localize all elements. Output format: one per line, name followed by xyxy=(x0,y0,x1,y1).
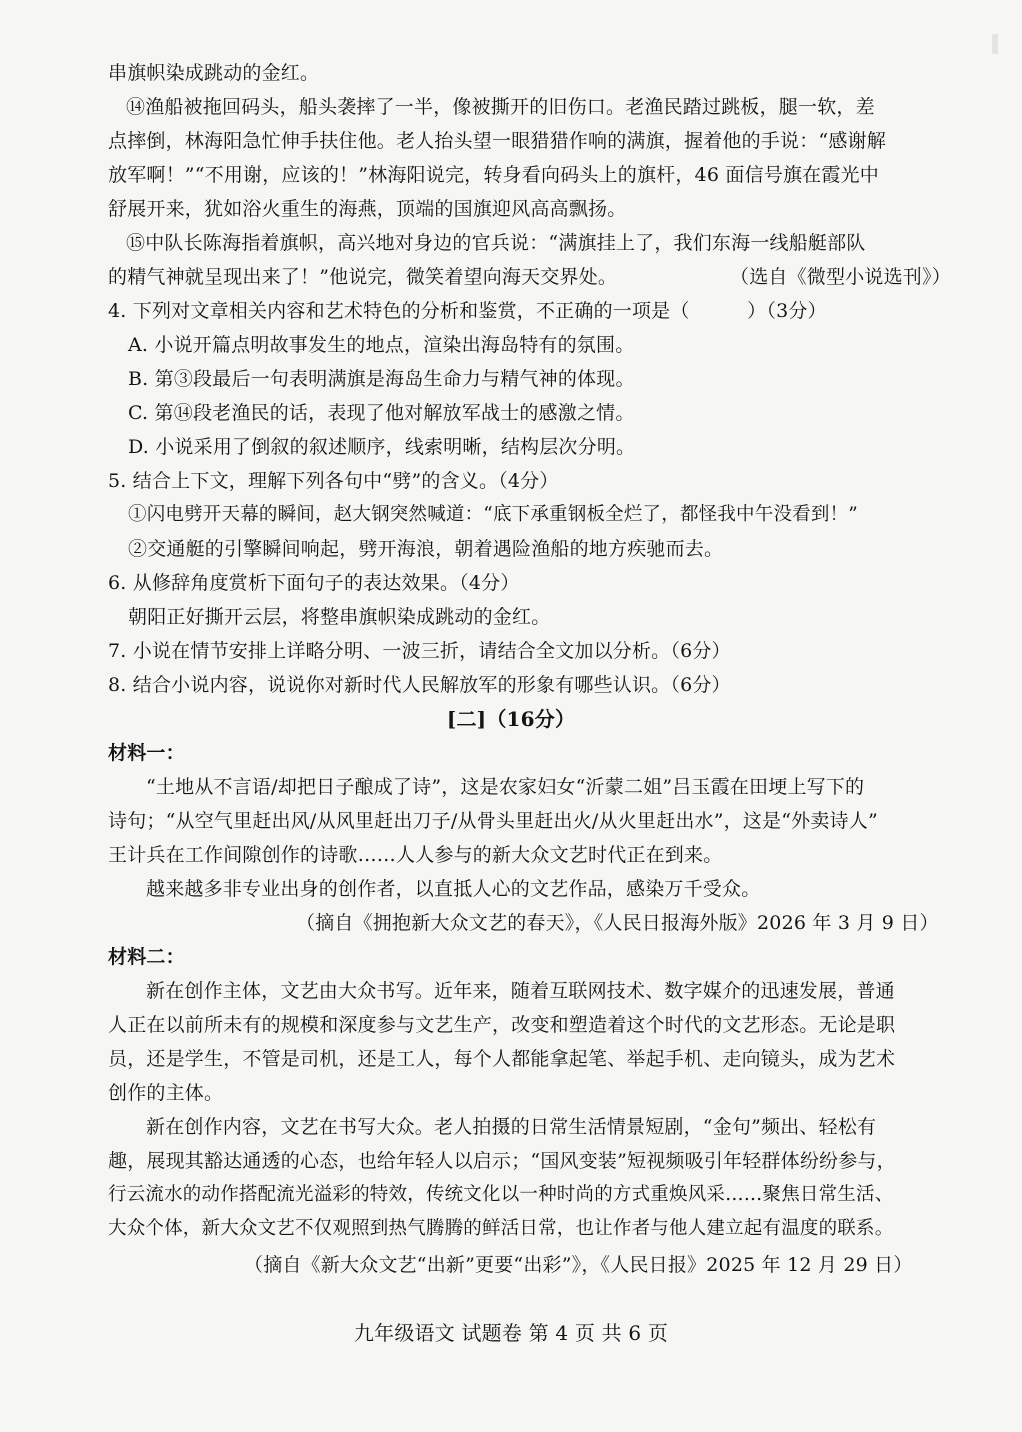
q4-option-a: A. 小说开篇点明故事发生的地点，渲染出海岛特有的氛围。 xyxy=(128,334,635,356)
question-5: 5. 结合上下文，理解下列各句中“劈”的含义。（4分） xyxy=(108,470,559,492)
q4-option-d: D. 小说采用了倒叙的叙述顺序，线索明晰，结构层次分明。 xyxy=(128,436,636,458)
material-2-p1-line3: 员，还是学生，不管是司机，还是工人，每个人都能拿起笔、举起手机、走向镜头，成为艺术 xyxy=(108,1048,896,1070)
question-4: 4. 下列对文章相关内容和艺术特色的分析和鉴赏，不正确的一项是（ ）（3分） xyxy=(108,300,827,322)
question-7: 7. 小说在情节安排上详略分明、一波三折，请结合全文加以分析。（6分） xyxy=(108,640,731,662)
story-p14-line4: 舒展开来，犹如浴火重生的海燕，顶端的国旗迎风高高飘扬。 xyxy=(108,198,627,220)
material-2-p2-line1: 新在创作内容，文艺在书写大众。老人拍摄的日常生活情景短剧，“金句”频出、轻松有 xyxy=(146,1116,877,1138)
material-2-label: 材料二： xyxy=(108,946,185,968)
material-1-line1: “土地从不言语/却把日子酿成了诗”，这是农家妇女“沂蒙二姐”吕玉霞在田埂上写下的 xyxy=(146,776,865,798)
q6-sentence: 朝阳正好撕开云层，将整串旗帜染成跳动的金红。 xyxy=(128,606,551,628)
material-2-p1-line2: 人正在以前所未有的规模和深度参与文艺生产，改变和塑造着这个时代的文艺形态。无论是职 xyxy=(108,1014,896,1036)
story-paragraph-end: 串旗帜染成跳动的金红。 xyxy=(108,62,320,84)
question-8: 8. 结合小说内容，说说你对新时代人民解放军的形象有哪些认识。（6分） xyxy=(108,674,731,696)
story-p15-line1: ⑮中队长陈海指着旗帜，高兴地对身边的官兵说：“满旗挂上了，我们东海一线船艇部队 xyxy=(126,232,866,254)
material-2-p2-line2: 趣，展现其豁达通透的心态，也给年轻人以启示；“国风变装”短视频吸引年轻群体纷纷参与， xyxy=(108,1150,896,1172)
page-footer: 九年级语文 试题卷 第 4 页 共 6 页 xyxy=(353,1321,669,1345)
q5-item-2: ②交通艇的引擎瞬间响起，劈开海浪，朝着遇险渔船的地方疾驰而去。 xyxy=(128,538,724,560)
material-2-p2-line4: 大众个体，新大众文艺不仅观照到热气腾腾的鲜活日常，也让作者与他人建立起有温度的联系。 xyxy=(108,1218,894,1239)
material-1-label: 材料一： xyxy=(108,742,185,764)
story-p14-line1: ⑭渔船被拖回码头，船头袭摔了一半，像被撕开的旧伤口。老渔民踏过跳板，腿一软，差 xyxy=(126,96,875,118)
q4-option-b: B. 第③段最后一句表明满旗是海岛生命力与精气神的体现。 xyxy=(128,368,635,390)
story-source: （选自《微型小说选刊》） xyxy=(730,266,951,288)
material-2-p1-line1: 新在创作主体，文艺由大众书写。近年来，随着互联网技术、数字媒介的迅速发展，普通 xyxy=(146,980,895,1002)
material-2-p1-line4: 创作的主体。 xyxy=(108,1082,224,1104)
scan-mark xyxy=(992,34,998,54)
material-1-source: （摘自《拥抱新大众文艺的春天》，《人民日报海外版》2026 年 3 月 9 日） xyxy=(296,912,939,934)
story-p14-line3: 放军啊！”“不用谢，应该的！”林海阳说完，转身看向码头上的旗杆，46 面信号旗在霞光中 xyxy=(108,164,879,186)
material-1-line3: 王计兵在工作间隙创作的诗歌……人人参与的新大众文艺时代正在到来。 xyxy=(108,844,723,866)
material-2-source: （摘自《新大众文艺“出新”更要“出彩”》，《人民日报》2025 年 12 月 29 日） xyxy=(244,1254,913,1276)
material-2-p2-line3: 行云流水的动作搭配流光溢彩的特效，传统文化以一种时尚的方式重焕风采……聚焦日常生活、 xyxy=(108,1184,894,1205)
question-6: 6. 从修辞角度赏析下面句子的表达效果。（4分） xyxy=(108,572,520,594)
q4-option-c: C. 第⑭段老渔民的话，表现了他对解放军战士的感激之情。 xyxy=(128,402,635,424)
section-2-heading: [二]（16分） xyxy=(446,707,576,731)
material-1-line4: 越来越多非专业出身的创作者，以直抵人心的文艺作品，感染万千受众。 xyxy=(146,878,761,900)
material-1-line2: 诗句；“从空气里赶出风/从风里赶出刀子/从骨头里赶出火/从火里赶出水”，这是“外卖诗人” xyxy=(108,810,878,832)
q5-item-1: ①闪电劈开天幕的瞬间，赵大钢突然喊道：“底下承重钢板全烂了，都怪我中午没看到！” xyxy=(128,504,858,525)
story-p15-line2: 的精气神就呈现出来了！”他说完，微笑着望向海天交界处。 xyxy=(108,266,618,288)
story-p14-line2: 点摔倒，林海阳急忙伸手扶住他。老人抬头望一眼猎猎作响的满旗，握着他的手说：“感谢解 xyxy=(108,130,886,152)
